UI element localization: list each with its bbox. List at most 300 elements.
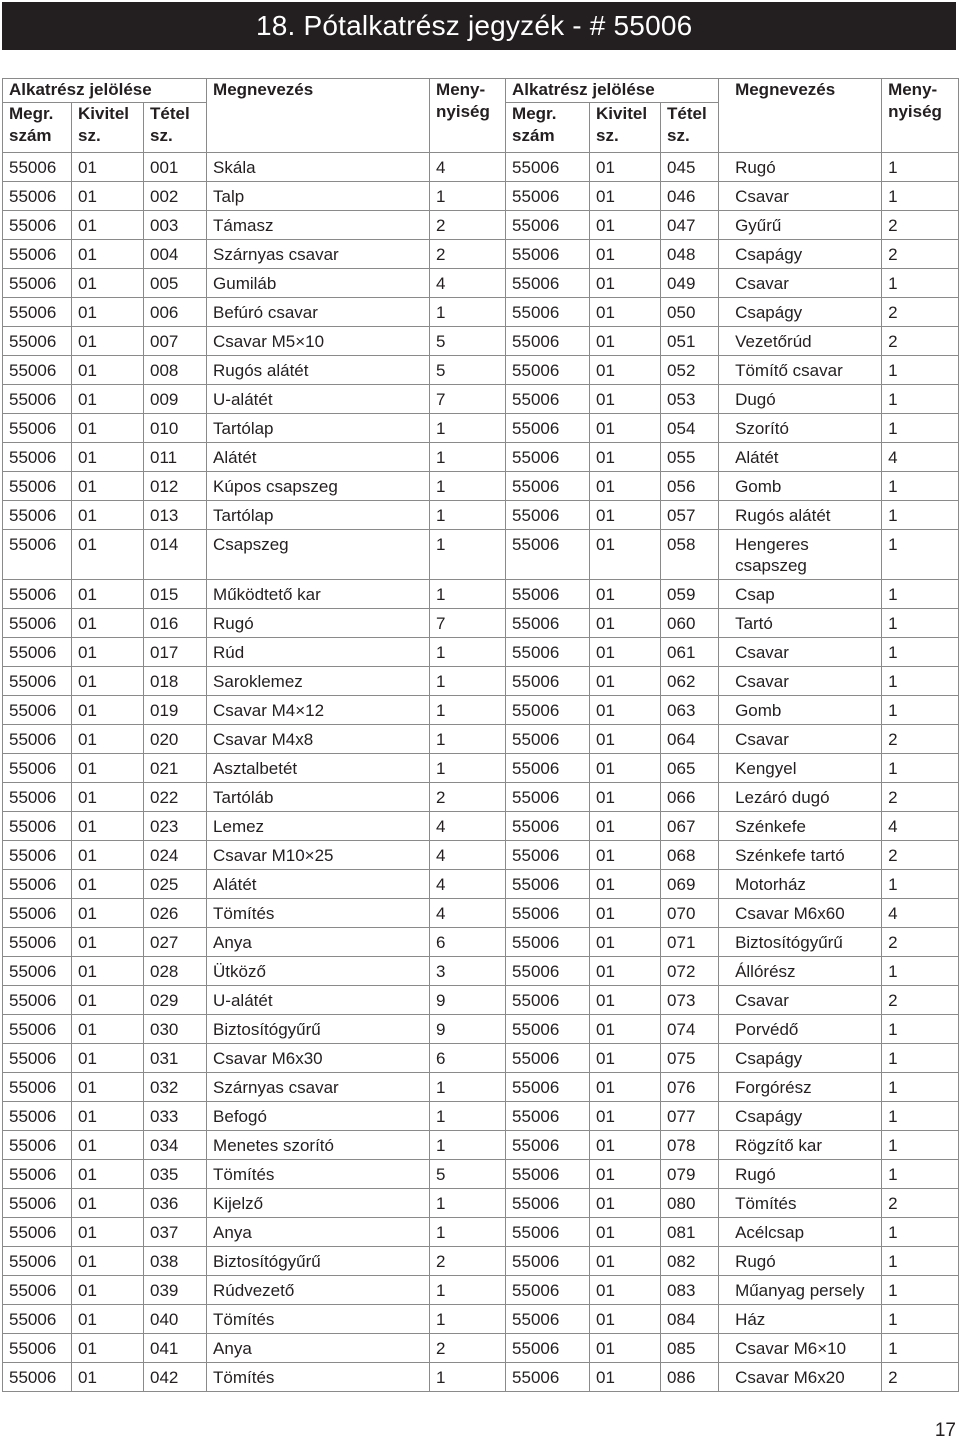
cell-left-kivitel: 01 xyxy=(72,1073,144,1102)
cell-left-qty: 1 xyxy=(430,298,506,327)
cell-left-kivitel: 01 xyxy=(72,928,144,957)
cell-left-tetel: 009 xyxy=(144,385,207,414)
cell-right-name: Ház xyxy=(719,1305,882,1334)
cell-left-tetel: 016 xyxy=(144,609,207,638)
cell-right-megr: 55006 xyxy=(506,928,590,957)
cell-left-kivitel: 01 xyxy=(72,986,144,1015)
cell-right-tetel: 078 xyxy=(661,1131,719,1160)
cell-right-qty: 4 xyxy=(882,899,959,928)
cell-left-kivitel: 01 xyxy=(72,501,144,530)
cell-left-name: Tartóláb xyxy=(207,783,430,812)
cell-left-kivitel: 01 xyxy=(72,298,144,327)
cell-left-name: U-alátét xyxy=(207,385,430,414)
cell-right-kivitel: 01 xyxy=(590,182,661,211)
cell-left-qty: 9 xyxy=(430,1015,506,1044)
cell-right-megr: 55006 xyxy=(506,1334,590,1363)
cell-left-name: Csavar M10×25 xyxy=(207,841,430,870)
cell-left-kivitel: 01 xyxy=(72,1131,144,1160)
cell-left-megr: 55006 xyxy=(3,182,72,211)
cell-left-name: Csavar M6x30 xyxy=(207,1044,430,1073)
cell-right-kivitel: 01 xyxy=(590,957,661,986)
cell-right-tetel: 074 xyxy=(661,1015,719,1044)
cell-left-qty: 1 xyxy=(430,1305,506,1334)
cell-right-qty: 1 xyxy=(882,1015,959,1044)
cell-left-tetel: 012 xyxy=(144,472,207,501)
cell-right-qty: 1 xyxy=(882,1305,959,1334)
cell-right-name: Csap xyxy=(719,580,882,609)
table-row xyxy=(3,211,959,240)
cell-left-kivitel: 01 xyxy=(72,1189,144,1218)
cell-right-name: Rugó xyxy=(719,1247,882,1276)
header-part-id-right: Alkatrész jelölése xyxy=(506,79,719,103)
cell-right-name: Rugó xyxy=(719,153,882,182)
table-row xyxy=(3,1276,959,1305)
cell-right-name: Csapágy xyxy=(719,1044,882,1073)
cell-left-name: Gumiláb xyxy=(207,269,430,298)
cell-right-tetel: 077 xyxy=(661,1102,719,1131)
cell-right-qty: 1 xyxy=(882,580,959,609)
header-qty-left-label: Meny- nyiség xyxy=(436,80,490,121)
cell-left-qty: 1 xyxy=(430,1131,506,1160)
cell-right-tetel: 084 xyxy=(661,1305,719,1334)
cell-right-qty: 4 xyxy=(882,443,959,472)
cell-left-name: Tömítés xyxy=(207,899,430,928)
cell-left-kivitel: 01 xyxy=(72,841,144,870)
cell-left-qty: 5 xyxy=(430,1160,506,1189)
cell-left-megr: 55006 xyxy=(3,269,72,298)
cell-left-tetel: 038 xyxy=(144,1247,207,1276)
table-row xyxy=(3,414,959,443)
cell-right-qty: 1 xyxy=(882,1102,959,1131)
cell-left-tetel: 015 xyxy=(144,580,207,609)
cell-left-megr: 55006 xyxy=(3,1160,72,1189)
table-row xyxy=(3,1102,959,1131)
cell-left-qty: 2 xyxy=(430,783,506,812)
cell-right-qty: 1 xyxy=(882,667,959,696)
cell-left-qty: 1 xyxy=(430,501,506,530)
cell-right-name: Rugó xyxy=(719,1160,882,1189)
cell-left-kivitel: 01 xyxy=(72,1102,144,1131)
cell-right-tetel: 082 xyxy=(661,1247,719,1276)
cell-left-qty: 3 xyxy=(430,957,506,986)
cell-right-name: Rugós alátét xyxy=(719,501,882,530)
cell-left-tetel: 005 xyxy=(144,269,207,298)
cell-left-kivitel: 01 xyxy=(72,725,144,754)
cell-left-kivitel: 01 xyxy=(72,211,144,240)
cell-left-megr: 55006 xyxy=(3,580,72,609)
table-row xyxy=(3,667,959,696)
cell-left-kivitel: 01 xyxy=(72,870,144,899)
cell-right-name: Lezáró dugó xyxy=(719,783,882,812)
cell-left-megr: 55006 xyxy=(3,957,72,986)
cell-left-megr: 55006 xyxy=(3,1102,72,1131)
table-row xyxy=(3,957,959,986)
cell-right-megr: 55006 xyxy=(506,240,590,269)
cell-right-tetel: 062 xyxy=(661,667,719,696)
cell-right-kivitel: 01 xyxy=(590,1102,661,1131)
cell-left-qty: 4 xyxy=(430,153,506,182)
cell-right-name: Csavar xyxy=(719,986,882,1015)
cell-left-tetel: 025 xyxy=(144,870,207,899)
cell-left-qty: 1 xyxy=(430,580,506,609)
header-row-1 xyxy=(3,79,959,103)
cell-right-tetel: 081 xyxy=(661,1218,719,1247)
header-qty-right xyxy=(882,79,959,153)
cell-right-kivitel: 01 xyxy=(590,472,661,501)
cell-right-name: Szénkefe tartó xyxy=(719,841,882,870)
cell-left-megr: 55006 xyxy=(3,327,72,356)
cell-right-tetel: 063 xyxy=(661,696,719,725)
cell-right-megr: 55006 xyxy=(506,414,590,443)
cell-left-name: Anya xyxy=(207,1334,430,1363)
table-row xyxy=(3,443,959,472)
cell-left-qty: 1 xyxy=(430,182,506,211)
cell-right-qty: 1 xyxy=(882,638,959,667)
cell-left-name: Alátét xyxy=(207,870,430,899)
cell-right-qty: 2 xyxy=(882,986,959,1015)
cell-left-megr: 55006 xyxy=(3,1247,72,1276)
cell-left-name: Alátét xyxy=(207,443,430,472)
cell-right-qty: 2 xyxy=(882,211,959,240)
table-row xyxy=(3,472,959,501)
cell-right-name: Csapágy xyxy=(719,1102,882,1131)
cell-right-kivitel: 01 xyxy=(590,928,661,957)
header-qty-left xyxy=(430,79,506,153)
cell-left-name: Lemez xyxy=(207,812,430,841)
cell-right-megr: 55006 xyxy=(506,1044,590,1073)
cell-right-megr: 55006 xyxy=(506,1363,590,1392)
cell-left-megr: 55006 xyxy=(3,1189,72,1218)
cell-left-tetel: 013 xyxy=(144,501,207,530)
table-row xyxy=(3,356,959,385)
cell-left-megr: 55006 xyxy=(3,725,72,754)
cell-left-qty: 5 xyxy=(430,356,506,385)
cell-right-qty: 2 xyxy=(882,298,959,327)
cell-right-tetel: 055 xyxy=(661,443,719,472)
cell-left-qty: 4 xyxy=(430,899,506,928)
cell-left-megr: 55006 xyxy=(3,899,72,928)
cell-left-name: Rugós alátét xyxy=(207,356,430,385)
cell-right-qty: 1 xyxy=(882,1160,959,1189)
cell-right-qty: 1 xyxy=(882,754,959,783)
cell-right-name: Állórész xyxy=(719,957,882,986)
cell-right-kivitel: 01 xyxy=(590,327,661,356)
cell-left-kivitel: 01 xyxy=(72,240,144,269)
cell-left-tetel: 028 xyxy=(144,957,207,986)
cell-right-kivitel: 01 xyxy=(590,443,661,472)
cell-right-kivitel: 01 xyxy=(590,530,661,580)
cell-left-kivitel: 01 xyxy=(72,182,144,211)
cell-right-megr: 55006 xyxy=(506,841,590,870)
cell-left-name: Asztalbetét xyxy=(207,754,430,783)
cell-right-kivitel: 01 xyxy=(590,580,661,609)
page-title: 18. Pótalkatrész jegyzék - # 55006 xyxy=(2,2,956,50)
table-row xyxy=(3,1363,959,1392)
cell-right-tetel: 050 xyxy=(661,298,719,327)
cell-right-megr: 55006 xyxy=(506,385,590,414)
cell-right-tetel: 086 xyxy=(661,1363,719,1392)
cell-right-name: Porvédő xyxy=(719,1015,882,1044)
cell-left-kivitel: 01 xyxy=(72,638,144,667)
cell-left-name: Skála xyxy=(207,153,430,182)
cell-left-qty: 4 xyxy=(430,870,506,899)
cell-right-kivitel: 01 xyxy=(590,1334,661,1363)
cell-left-name: Szárnyas csavar xyxy=(207,1073,430,1102)
cell-left-kivitel: 01 xyxy=(72,530,144,580)
cell-right-qty: 1 xyxy=(882,356,959,385)
cell-right-kivitel: 01 xyxy=(590,1189,661,1218)
cell-left-megr: 55006 xyxy=(3,1305,72,1334)
cell-right-qty: 1 xyxy=(882,1334,959,1363)
cell-left-name: Biztosítógyűrű xyxy=(207,1247,430,1276)
cell-left-kivitel: 01 xyxy=(72,667,144,696)
cell-left-qty: 4 xyxy=(430,841,506,870)
table-row xyxy=(3,725,959,754)
cell-right-kivitel: 01 xyxy=(590,1218,661,1247)
table-row xyxy=(3,1044,959,1073)
cell-left-qty: 2 xyxy=(430,1334,506,1363)
cell-left-tetel: 023 xyxy=(144,812,207,841)
cell-right-kivitel: 01 xyxy=(590,1247,661,1276)
cell-right-tetel: 083 xyxy=(661,1276,719,1305)
table-row xyxy=(3,1247,959,1276)
cell-left-kivitel: 01 xyxy=(72,957,144,986)
table-row xyxy=(3,1160,959,1189)
cell-left-kivitel: 01 xyxy=(72,1334,144,1363)
table-row xyxy=(3,530,959,580)
table-row xyxy=(3,783,959,812)
header-kivitel-left-label: Kivitel sz. xyxy=(78,104,130,145)
cell-right-tetel: 065 xyxy=(661,754,719,783)
cell-right-qty: 1 xyxy=(882,472,959,501)
cell-right-tetel: 079 xyxy=(661,1160,719,1189)
cell-right-name: Tömítő csavar xyxy=(719,356,882,385)
cell-left-megr: 55006 xyxy=(3,986,72,1015)
cell-left-megr: 55006 xyxy=(3,501,72,530)
cell-right-megr: 55006 xyxy=(506,1102,590,1131)
cell-right-megr: 55006 xyxy=(506,1247,590,1276)
cell-right-tetel: 080 xyxy=(661,1189,719,1218)
cell-right-megr: 55006 xyxy=(506,298,590,327)
cell-right-qty: 2 xyxy=(882,725,959,754)
cell-right-name: Tartó xyxy=(719,609,882,638)
cell-left-kivitel: 01 xyxy=(72,812,144,841)
cell-left-tetel: 007 xyxy=(144,327,207,356)
cell-left-tetel: 010 xyxy=(144,414,207,443)
cell-right-megr: 55006 xyxy=(506,638,590,667)
cell-left-tetel: 024 xyxy=(144,841,207,870)
cell-left-qty: 1 xyxy=(430,1363,506,1392)
cell-left-name: Tartólap xyxy=(207,414,430,443)
cell-right-tetel: 046 xyxy=(661,182,719,211)
cell-left-kivitel: 01 xyxy=(72,1276,144,1305)
table-row xyxy=(3,182,959,211)
cell-left-kivitel: 01 xyxy=(72,1247,144,1276)
cell-left-name: Ütköző xyxy=(207,957,430,986)
cell-left-kivitel: 01 xyxy=(72,327,144,356)
cell-right-tetel: 071 xyxy=(661,928,719,957)
cell-right-tetel: 075 xyxy=(661,1044,719,1073)
cell-right-kivitel: 01 xyxy=(590,1073,661,1102)
cell-left-tetel: 014 xyxy=(144,530,207,580)
cell-left-qty: 4 xyxy=(430,812,506,841)
cell-right-qty: 1 xyxy=(882,696,959,725)
cell-left-qty: 1 xyxy=(430,638,506,667)
cell-right-qty: 1 xyxy=(882,1276,959,1305)
cell-right-qty: 4 xyxy=(882,812,959,841)
cell-right-name: Alátét xyxy=(719,443,882,472)
cell-left-megr: 55006 xyxy=(3,754,72,783)
cell-right-name: Gyűrű xyxy=(719,211,882,240)
cell-left-name: Csavar M4x8 xyxy=(207,725,430,754)
cell-left-kivitel: 01 xyxy=(72,443,144,472)
cell-right-kivitel: 01 xyxy=(590,1131,661,1160)
cell-left-megr: 55006 xyxy=(3,928,72,957)
parts-table-body xyxy=(3,153,959,1392)
cell-right-name: Csavar xyxy=(719,667,882,696)
cell-left-tetel: 041 xyxy=(144,1334,207,1363)
header-tetel-right-label: Tétel sz. xyxy=(667,104,707,145)
cell-left-qty: 1 xyxy=(430,472,506,501)
table-row xyxy=(3,1305,959,1334)
table-row xyxy=(3,1015,959,1044)
table-row xyxy=(3,754,959,783)
cell-left-kivitel: 01 xyxy=(72,783,144,812)
cell-right-qty: 2 xyxy=(882,327,959,356)
cell-right-megr: 55006 xyxy=(506,327,590,356)
cell-right-qty: 1 xyxy=(882,153,959,182)
cell-left-tetel: 026 xyxy=(144,899,207,928)
cell-right-tetel: 061 xyxy=(661,638,719,667)
cell-right-tetel: 047 xyxy=(661,211,719,240)
cell-left-tetel: 022 xyxy=(144,783,207,812)
cell-right-kivitel: 01 xyxy=(590,1276,661,1305)
cell-left-name: Biztosítógyűrű xyxy=(207,1015,430,1044)
cell-right-megr: 55006 xyxy=(506,472,590,501)
table-row xyxy=(3,638,959,667)
table-row xyxy=(3,986,959,1015)
cell-left-qty: 6 xyxy=(430,928,506,957)
header-part-id-left: Alkatrész jelölése xyxy=(3,79,207,103)
cell-left-megr: 55006 xyxy=(3,1363,72,1392)
cell-left-megr: 55006 xyxy=(3,638,72,667)
cell-right-qty: 1 xyxy=(882,957,959,986)
cell-left-qty: 1 xyxy=(430,1073,506,1102)
cell-right-name: Szénkefe xyxy=(719,812,882,841)
cell-left-megr: 55006 xyxy=(3,1044,72,1073)
cell-left-kivitel: 01 xyxy=(72,609,144,638)
cell-left-tetel: 027 xyxy=(144,928,207,957)
cell-left-qty: 1 xyxy=(430,1189,506,1218)
cell-right-qty: 1 xyxy=(882,501,959,530)
cell-right-tetel: 064 xyxy=(661,725,719,754)
cell-left-megr: 55006 xyxy=(3,667,72,696)
cell-right-kivitel: 01 xyxy=(590,269,661,298)
cell-right-kivitel: 01 xyxy=(590,240,661,269)
cell-left-megr: 55006 xyxy=(3,870,72,899)
cell-left-megr: 55006 xyxy=(3,609,72,638)
cell-left-megr: 55006 xyxy=(3,298,72,327)
cell-left-kivitel: 01 xyxy=(72,153,144,182)
cell-left-name: Talp xyxy=(207,182,430,211)
cell-right-megr: 55006 xyxy=(506,696,590,725)
cell-left-tetel: 002 xyxy=(144,182,207,211)
cell-left-tetel: 006 xyxy=(144,298,207,327)
cell-right-megr: 55006 xyxy=(506,1073,590,1102)
cell-right-name: Műanyag persely xyxy=(719,1276,882,1305)
cell-left-tetel: 040 xyxy=(144,1305,207,1334)
cell-left-name: Működtető kar xyxy=(207,580,430,609)
cell-right-tetel: 056 xyxy=(661,472,719,501)
cell-right-name: Rögzítő kar xyxy=(719,1131,882,1160)
cell-left-name: Befogó xyxy=(207,1102,430,1131)
cell-right-name: Szorító xyxy=(719,414,882,443)
cell-left-kivitel: 01 xyxy=(72,356,144,385)
cell-right-name: Csavar M6×10 xyxy=(719,1334,882,1363)
cell-left-kivitel: 01 xyxy=(72,580,144,609)
cell-left-name: Saroklemez xyxy=(207,667,430,696)
header-qty-right-label: Meny- nyiség xyxy=(888,80,942,121)
cell-left-qty: 1 xyxy=(430,530,506,580)
cell-left-megr: 55006 xyxy=(3,1131,72,1160)
cell-right-megr: 55006 xyxy=(506,870,590,899)
header-kivitel-right-label: Kivitel sz. xyxy=(596,104,648,145)
table-row xyxy=(3,269,959,298)
cell-right-megr: 55006 xyxy=(506,957,590,986)
cell-right-name: Gomb xyxy=(719,472,882,501)
cell-right-kivitel: 01 xyxy=(590,501,661,530)
header-name-left: Megnevezés xyxy=(207,79,430,153)
header-tetel-right xyxy=(661,103,719,153)
cell-right-qty: 1 xyxy=(882,414,959,443)
cell-left-kivitel: 01 xyxy=(72,269,144,298)
cell-right-megr: 55006 xyxy=(506,269,590,298)
cell-right-tetel: 048 xyxy=(661,240,719,269)
cell-left-megr: 55006 xyxy=(3,472,72,501)
cell-right-kivitel: 01 xyxy=(590,1015,661,1044)
cell-right-name: Tömítés xyxy=(719,1189,882,1218)
cell-right-megr: 55006 xyxy=(506,783,590,812)
cell-right-qty: 1 xyxy=(882,530,959,580)
header-megr-right-label: Megr. szám xyxy=(512,104,557,145)
cell-left-megr: 55006 xyxy=(3,1218,72,1247)
header-name-right: Megnevezés xyxy=(719,79,882,153)
cell-right-kivitel: 01 xyxy=(590,153,661,182)
table-row xyxy=(3,609,959,638)
cell-right-megr: 55006 xyxy=(506,1218,590,1247)
cell-right-qty: 1 xyxy=(882,1131,959,1160)
cell-right-kivitel: 01 xyxy=(590,667,661,696)
cell-left-tetel: 003 xyxy=(144,211,207,240)
cell-right-tetel: 049 xyxy=(661,269,719,298)
cell-right-tetel: 051 xyxy=(661,327,719,356)
cell-left-name: Rúd xyxy=(207,638,430,667)
cell-right-qty: 1 xyxy=(882,1218,959,1247)
cell-left-qty: 1 xyxy=(430,725,506,754)
cell-right-tetel: 054 xyxy=(661,414,719,443)
cell-right-kivitel: 01 xyxy=(590,414,661,443)
cell-left-name: Tartólap xyxy=(207,501,430,530)
cell-left-tetel: 035 xyxy=(144,1160,207,1189)
cell-left-kivitel: 01 xyxy=(72,1218,144,1247)
cell-left-tetel: 008 xyxy=(144,356,207,385)
cell-right-kivitel: 01 xyxy=(590,725,661,754)
cell-left-kivitel: 01 xyxy=(72,754,144,783)
cell-left-tetel: 004 xyxy=(144,240,207,269)
cell-right-kivitel: 01 xyxy=(590,812,661,841)
cell-left-megr: 55006 xyxy=(3,1073,72,1102)
cell-left-megr: 55006 xyxy=(3,783,72,812)
